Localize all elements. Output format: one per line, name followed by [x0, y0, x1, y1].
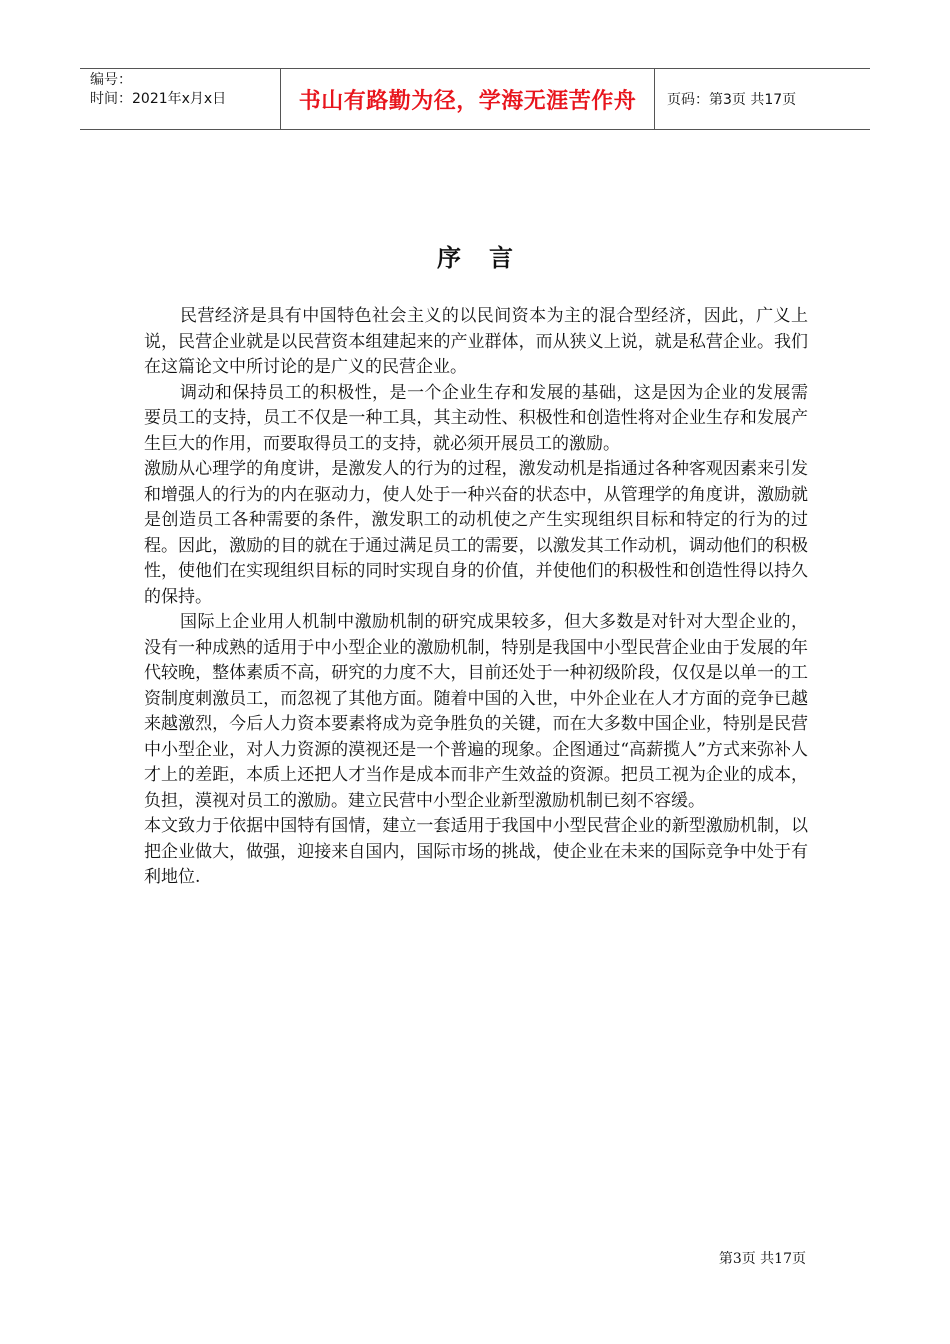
- paragraph: 民营经济是具有中国特色社会主义的以民间资本为主的混合型经济，因此，广义上说，民营企业就是以民营资本组建起来的产业群体，而从狭义上说，就是私营企业。我们在这篇论文中所讨论的是广义的民营企业。: [144, 306, 808, 377]
- serial-label: 编号：: [90, 72, 132, 88]
- paragraph: 调动和保持员工的积极性，是一个企业生存和发展的基础，这是因为企业的发展需要员工的支持，员工不仅是一种工具，其主动性、积极性和创造性将对企业生存和发展产生巨大的作用，而要取得员工的支持，就必须开展员工的激励。: [144, 382, 808, 454]
- page-footer: 第3页 共17页: [718, 1251, 806, 1267]
- header-motto: 书山有路勤为径，学海无涯苦作舟: [281, 69, 655, 129]
- page-header: [80, 68, 870, 130]
- paragraph: 国际上企业用人机制中激励机制的研究成果较多，但大多数是对针对大型企业的，没有一种成熟的适用于中小型企业的激励机制，特别是我国中小型民营企业由于发展的年代较晚，整体素质不高，研究的力度不大，目前还处于一种初级阶段，仅仅是以单一的工资制度刺激员工，而忽视了其他方面。随着中国的入世，中外企业在人才方面的竞争已越来越激烈，今后人力资本要素将成为竞争胜负的关键，而在大多数中国企业，特别是民营中小型企业，对人力资源的漠视还是一个普遍的现象。企图通过“高薪揽人”方式来弥补人才上的差距，本质上还把人才当作是成本而非产生效益的资源。把员工视为企业的成本，负担，漠视对员工的激励。建立民营中小型企业新型激励机制已刻不容缓。: [144, 612, 808, 811]
- header-meta: [80, 69, 281, 129]
- paragraph: 激励从心理学的角度讲，是激发人的行为的过程，激发动机是指通过各种客观因素来引发和增强人的行为的内在驱动力，使人处于一种兴奋的状态中，从管理学的角度讲，激励就是创造员工各种需要的条件，激发职工的动机使之产生实现组织目标和特定的行为的过程。因此，激励的目的就在于通过满足员工的需要，以激发其工作动机，调动他们的积极性，使他们在实现组织目标的同时实现自身的价值，并使他们的积极性和创造性得以持久的保持。: [144, 459, 808, 607]
- date-label: 时间：2021年x月x日: [90, 91, 227, 107]
- body-text: [144, 304, 808, 891]
- header-page-info: 页码：第3页 共17页: [667, 92, 797, 108]
- page-title: 序言: [437, 244, 541, 272]
- paragraph: 本文致力于依据中国特有国情，建立一套适用于我国中小型民营企业的新型激励机制，以把企业做大，做强，迎接来自国内，国际市场的挑战，使企业在未来的国际竞争中处于有利地位.: [144, 816, 808, 887]
